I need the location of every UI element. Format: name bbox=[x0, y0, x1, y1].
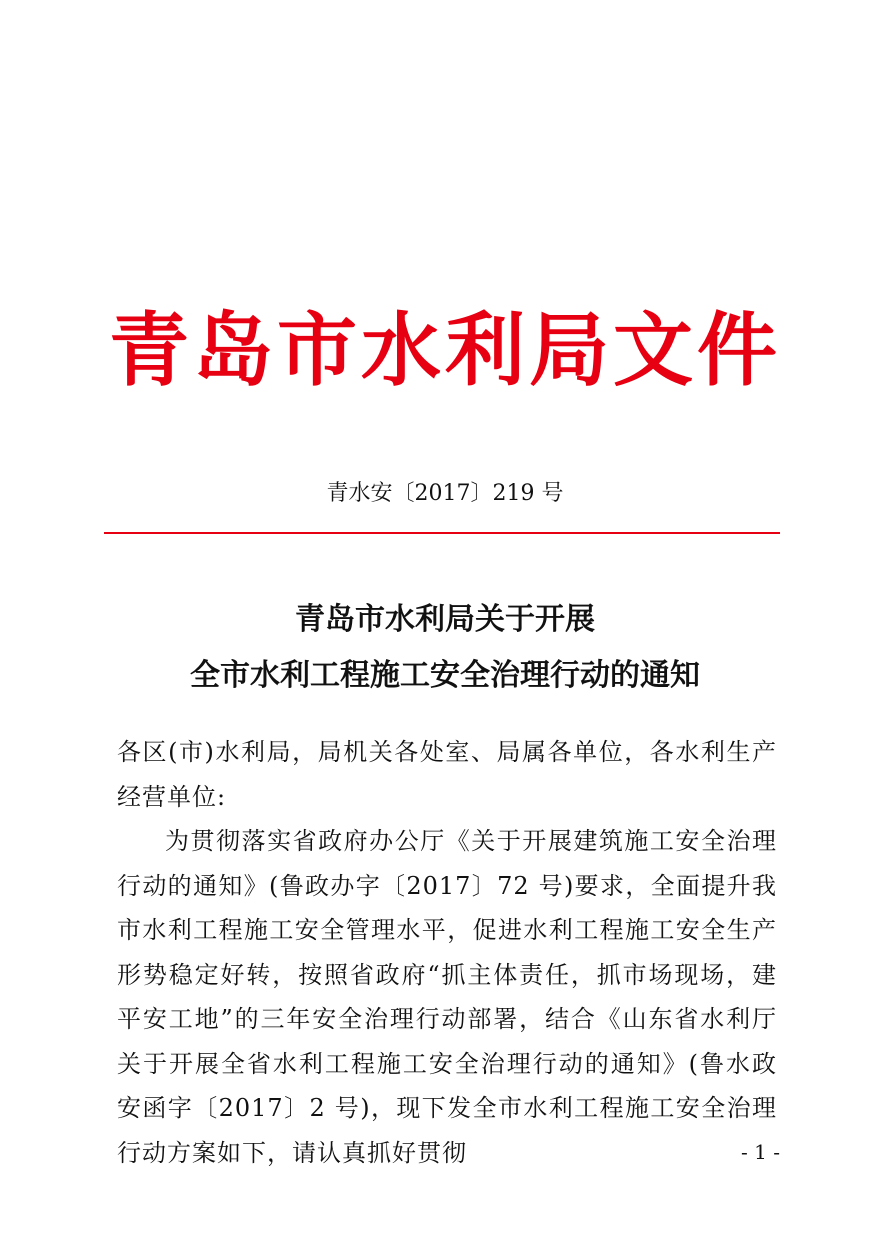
body-paragraph: 为贯彻落实省政府办公厅《关于开展建筑施工安全治理行动的通知》(鲁政办字〔2017〕72 号)要求，全面提升我市水利工程施工安全管理水平，促进水利工程施工安全生产形势稳定好转，按照省政府“抓主体责任，抓市场现场，建平安工地”的三年安全治理行动部署，结合《山东省水利厅关于开展全省水利工程施工安全治理行动的通知》(鲁水政安函字〔2017〕2 号)，现下发全市水利工程施工安全治理行动方案如下，请认真抓好贯彻 bbox=[117, 827, 777, 1167]
document-body bbox=[117, 730, 777, 1175]
document-title bbox=[0, 592, 890, 704]
document-masthead: 青岛市水利局文件 bbox=[109, 303, 781, 397]
salutation: 各区(市)水利局，局机关各处室、局属各单位，各水利生产经营单位: bbox=[117, 738, 777, 811]
document-number: 青水安〔2017〕219 号 bbox=[326, 481, 564, 506]
page-number: - 1 - bbox=[741, 1140, 780, 1164]
document-title-line-1: 青岛市水利局关于开展 bbox=[295, 602, 595, 637]
red-divider-line bbox=[104, 532, 780, 534]
document-title-line-2: 全市水利工程施工安全治理行动的通知 bbox=[190, 658, 700, 693]
